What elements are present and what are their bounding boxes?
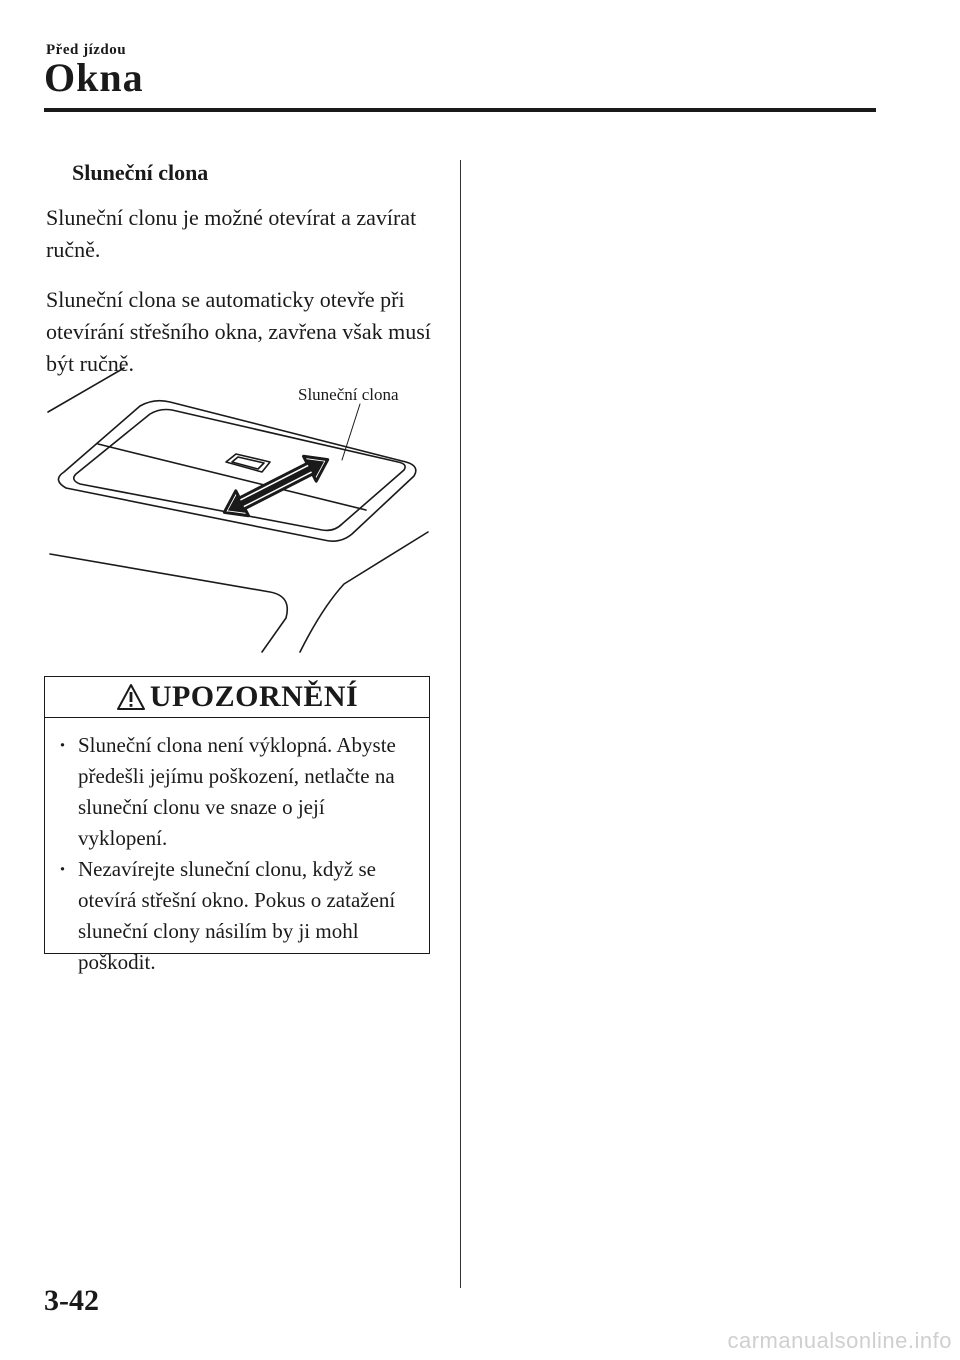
warning-triangle-icon bbox=[116, 683, 146, 711]
watermark: carmanualsonline.info bbox=[727, 1328, 952, 1353]
subheading: Sluneční clona bbox=[72, 160, 209, 185]
paragraph-auto-open: Sluneční clona se automaticky otevře při otevírání střešního okna, zavřena však musí být ručně. bbox=[46, 287, 431, 376]
roof-edge-line bbox=[48, 368, 124, 412]
a-pillar-curve bbox=[300, 532, 428, 652]
page-number: 3-42 bbox=[44, 1284, 99, 1317]
section-label: Před jízdou bbox=[46, 42, 127, 58]
warning-item: · Sluneční clona není výklopná. Abyste předešli jejímu poškození, netlačte na sluneční clonu ve snaze o její vyklopení. bbox=[45, 730, 419, 854]
warning-title: UPOZORNĚNÍ bbox=[149, 680, 359, 713]
sunroof-outer-panel bbox=[58, 401, 415, 541]
warning-item: · Nezavírejte sluneční clonu, když se otevírá střešní okno. Pokus o zatažení sluneční clony násilím by ji mohl poškodit. bbox=[45, 854, 419, 978]
page-title: Okna bbox=[44, 55, 144, 100]
warning-header bbox=[45, 677, 429, 718]
figure-label-sunshade: Sluneční clona bbox=[298, 385, 399, 404]
column-divider bbox=[460, 160, 461, 1288]
sunshade-illustration bbox=[40, 362, 440, 658]
header-rule bbox=[44, 108, 876, 112]
paragraph-manual-operation: Sluneční clonu je možné otevírat a zavírat ručně. bbox=[46, 205, 417, 262]
windshield-frame bbox=[50, 554, 287, 652]
warning-list bbox=[45, 718, 429, 978]
warning-box bbox=[44, 676, 430, 974]
